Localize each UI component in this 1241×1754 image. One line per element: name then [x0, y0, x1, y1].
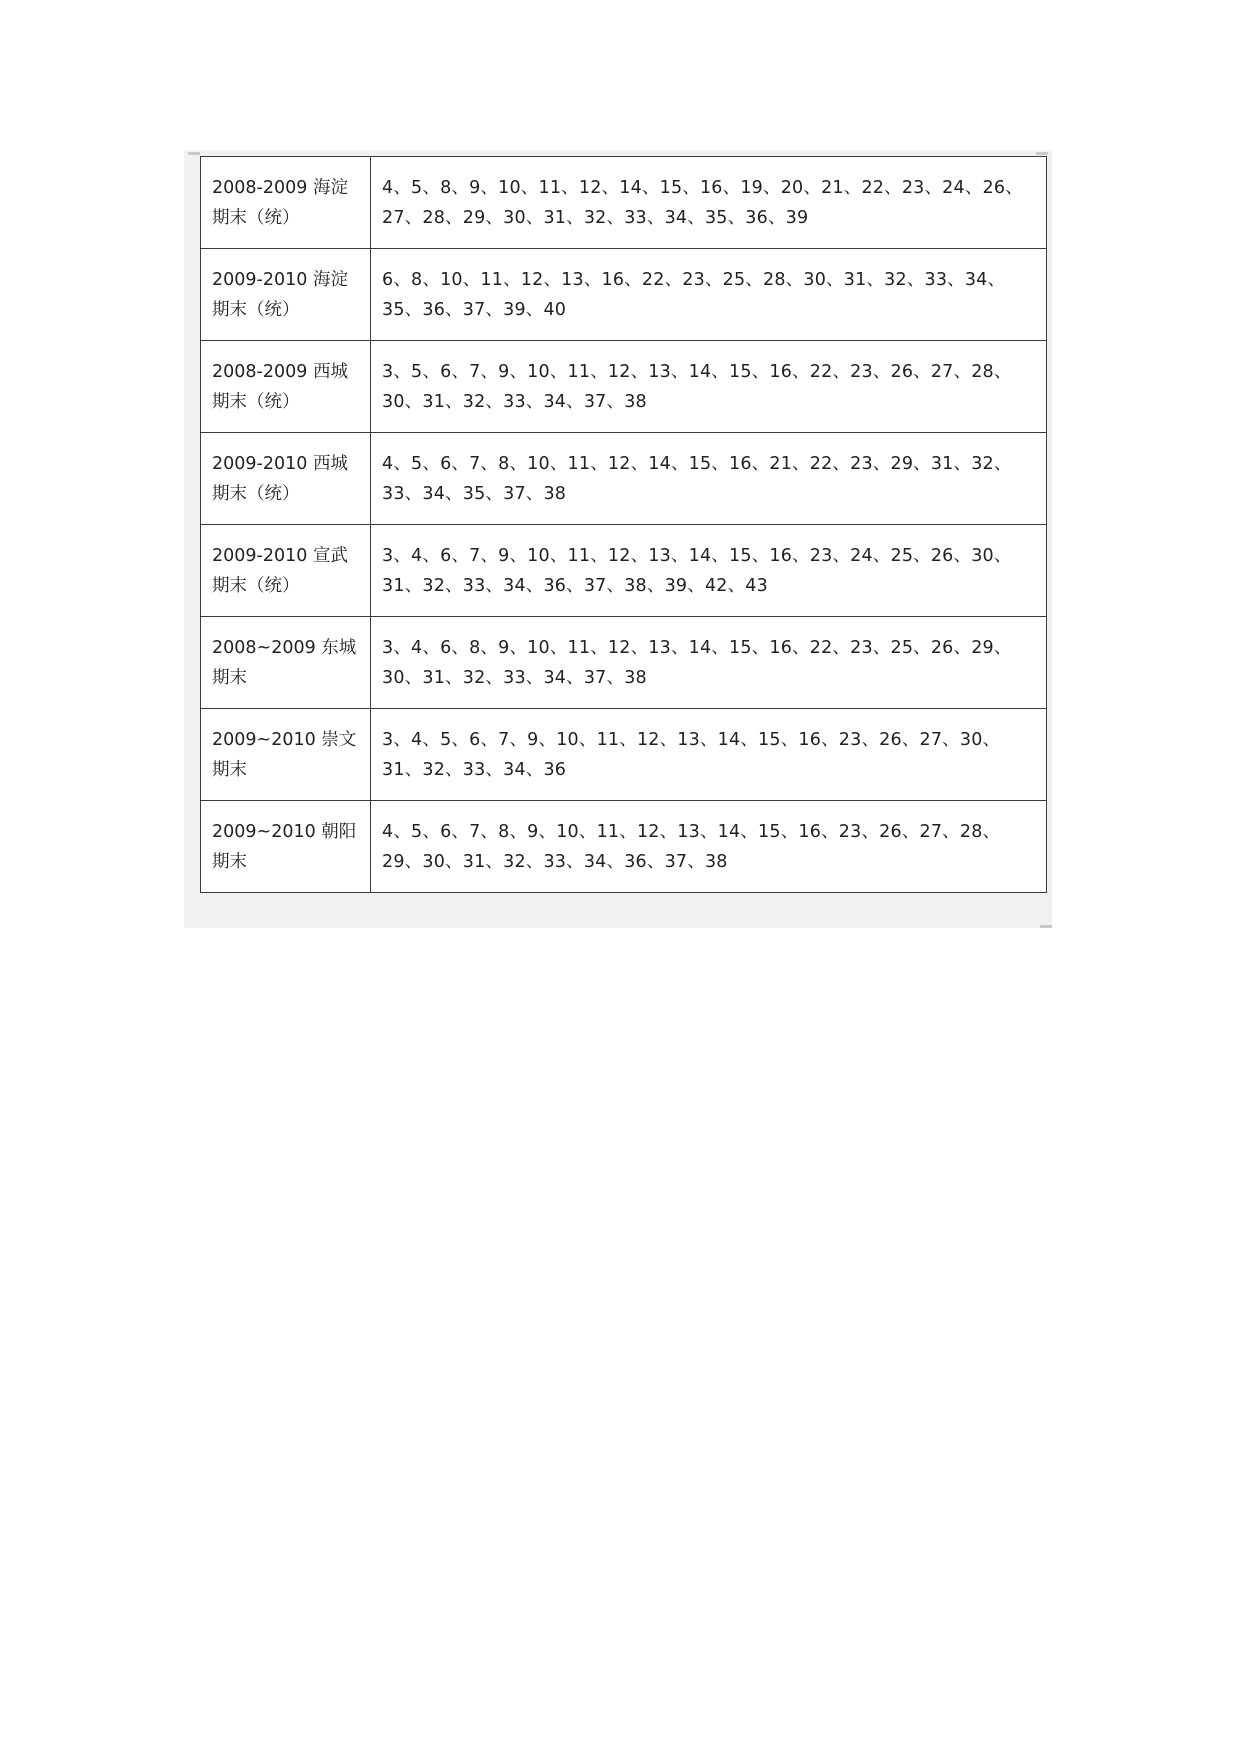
exam-question-table — [200, 156, 1047, 893]
exam-label: 2009~2010 崇文期末 — [201, 709, 371, 801]
table-row — [201, 157, 1047, 249]
question-numbers: 3、5、6、7、9、10、11、12、13、14、15、16、22、23、26、27、28、30、31、32、33、34、37、38 — [371, 341, 1047, 433]
corner-mark-bottom-right — [1040, 925, 1052, 928]
exam-label: 2009-2010 海淀期末（统） — [201, 249, 371, 341]
table-row — [201, 341, 1047, 433]
question-numbers: 4、5、6、7、8、9、10、11、12、13、14、15、16、23、26、27、28、29、30、31、32、33、34、36、37、38 — [371, 801, 1047, 893]
exam-label: 2009-2010 宣武期末（统） — [201, 525, 371, 617]
table-row — [201, 709, 1047, 801]
corner-mark-top-right — [1036, 152, 1048, 155]
question-numbers: 3、4、5、6、7、9、10、11、12、13、14、15、16、23、26、27、30、31、32、33、34、36 — [371, 709, 1047, 801]
question-numbers: 4、5、6、7、8、10、11、12、14、15、16、21、22、23、29、31、32、33、34、35、37、38 — [371, 433, 1047, 525]
question-numbers: 3、4、6、7、9、10、11、12、13、14、15、16、23、24、25、26、30、31、32、33、34、36、37、38、39、42、43 — [371, 525, 1047, 617]
exam-label: 2008-2009 海淀期末（统） — [201, 157, 371, 249]
table-row — [201, 249, 1047, 341]
exam-label: 2008~2009 东城期末 — [201, 617, 371, 709]
question-numbers: 6、8、10、11、12、13、16、22、23、25、28、30、31、32、33、34、35、36、37、39、40 — [371, 249, 1047, 341]
question-numbers: 4、5、8、9、10、11、12、14、15、16、19、20、21、22、23、24、26、27、28、29、30、31、32、33、34、35、36、39 — [371, 157, 1047, 249]
question-numbers: 3、4、6、8、9、10、11、12、13、14、15、16、22、23、25、26、29、30、31、32、33、34、37、38 — [371, 617, 1047, 709]
exam-label: 2009~2010 朝阳期末 — [201, 801, 371, 893]
table-row — [201, 525, 1047, 617]
table-row — [201, 617, 1047, 709]
exam-label: 2008-2009 西城期末（统） — [201, 341, 371, 433]
table-row — [201, 433, 1047, 525]
exam-label: 2009-2010 西城期末（统） — [201, 433, 371, 525]
corner-mark-top-left — [188, 152, 200, 155]
table-row — [201, 801, 1047, 893]
